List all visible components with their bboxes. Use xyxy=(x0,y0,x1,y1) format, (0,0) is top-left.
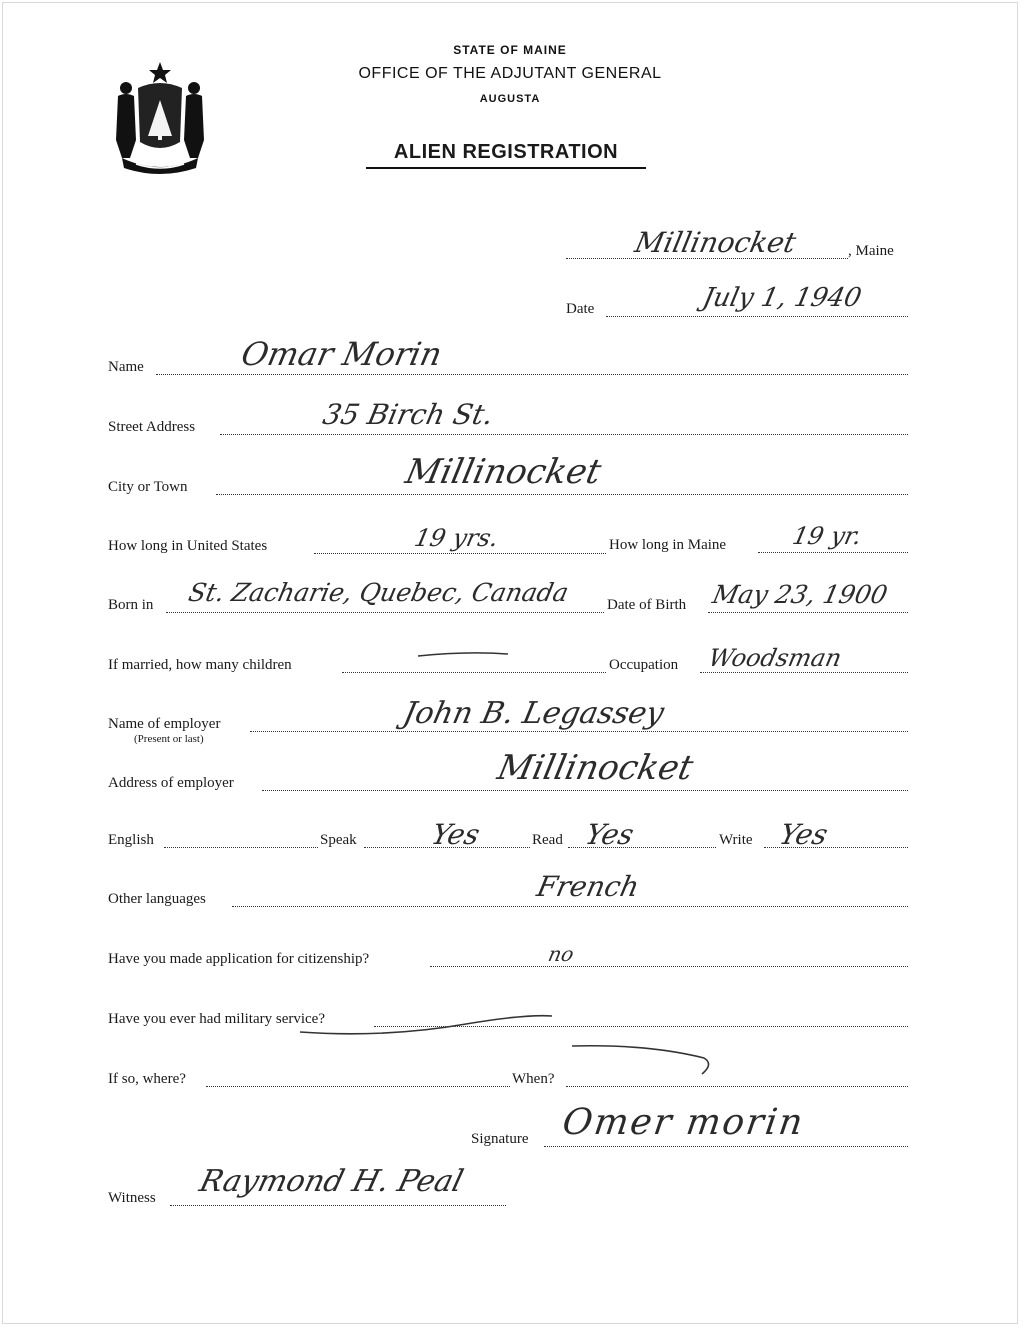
town-entry: Millinocket xyxy=(632,226,799,259)
when-line xyxy=(566,1086,908,1087)
signature-line xyxy=(544,1146,908,1147)
date-label: Date xyxy=(566,301,595,317)
born-in-label: Born in xyxy=(108,597,154,613)
date-line xyxy=(606,316,908,317)
street-label: Street Address xyxy=(108,419,196,435)
occupation-line xyxy=(700,672,908,673)
employer-address-label: Address of employer xyxy=(108,775,234,791)
occupation-label: Occupation xyxy=(609,657,679,673)
form-title: ALIEN REGISTRATION xyxy=(366,141,646,169)
header-office: OFFICE OF THE ADJUTANT GENERAL xyxy=(358,65,662,82)
where-dash-mark xyxy=(568,1040,718,1082)
born-in-line xyxy=(166,612,604,613)
write-entry: Yes xyxy=(776,818,832,851)
name-label: Name xyxy=(108,359,144,375)
maine-years-label: How long in Maine xyxy=(609,537,727,553)
employer-address-entry: Millinocket xyxy=(494,748,697,788)
city-label: City or Town xyxy=(108,479,188,495)
us-years-entry: 19 yrs. xyxy=(412,524,502,552)
born-in-entry: St. Zacharie, Quebec, Canada xyxy=(186,578,572,607)
witness-entry: Raymond H. Peal xyxy=(196,1164,467,1199)
citizenship-label: Have you made application for citizenship? xyxy=(108,951,370,967)
children-dash-mark xyxy=(416,648,516,664)
military-label: Have you ever had military service? xyxy=(108,1011,325,1027)
us-years-label: How long in United States xyxy=(108,538,268,554)
header-state: STATE OF MAINE xyxy=(453,43,567,57)
dob-entry: May 23, 1900 xyxy=(710,580,891,609)
employer-line xyxy=(250,731,908,732)
employer-sublabel: (Present or last) xyxy=(134,733,204,745)
street-entry: 35 Birch St. xyxy=(320,398,497,431)
citizenship-line xyxy=(430,966,908,967)
where-label: If so, where? xyxy=(108,1071,186,1087)
employer-label: Name of employer xyxy=(108,716,221,732)
us-years-line xyxy=(314,553,606,554)
signature-label: Signature xyxy=(471,1131,529,1147)
city-entry: Millinocket xyxy=(402,452,605,492)
citizenship-entry: no xyxy=(546,942,577,966)
military-dash-mark xyxy=(296,1006,560,1040)
employer-address-line xyxy=(262,790,908,791)
english-label: English xyxy=(108,832,154,848)
name-entry: Omar Morin xyxy=(238,335,446,373)
signature-entry: Omer morin xyxy=(560,1102,808,1143)
maine-state-seal-icon xyxy=(108,58,212,176)
write-label: Write xyxy=(719,832,753,848)
occupation-entry: Woodsman xyxy=(706,644,845,672)
date-entry: July 1, 1940 xyxy=(700,283,865,313)
children-line xyxy=(342,672,606,673)
where-line xyxy=(206,1086,510,1087)
read-label: Read xyxy=(532,832,563,848)
town-suffix: , Maine xyxy=(848,243,894,259)
street-line xyxy=(220,434,908,435)
dob-label: Date of Birth xyxy=(607,597,687,613)
employer-entry: John B. Legassey xyxy=(400,696,668,731)
witness-line xyxy=(170,1205,506,1206)
children-label: If married, how many children xyxy=(108,657,292,673)
read-entry: Yes xyxy=(582,818,638,851)
name-line xyxy=(156,374,908,375)
other-languages-entry: French xyxy=(534,870,643,903)
speak-label: Speak xyxy=(320,832,357,848)
maine-years-line xyxy=(758,552,908,553)
dob-line xyxy=(708,612,908,613)
witness-label: Witness xyxy=(108,1190,156,1206)
other-languages-line xyxy=(232,906,908,907)
city-line xyxy=(216,494,908,495)
english-line xyxy=(164,847,318,848)
header-city: AUGUSTA xyxy=(479,93,541,105)
maine-years-entry: 19 yr. xyxy=(790,522,865,550)
other-languages-label: Other languages xyxy=(108,891,206,907)
speak-entry: Yes xyxy=(428,818,484,851)
when-label: When? xyxy=(512,1071,555,1087)
